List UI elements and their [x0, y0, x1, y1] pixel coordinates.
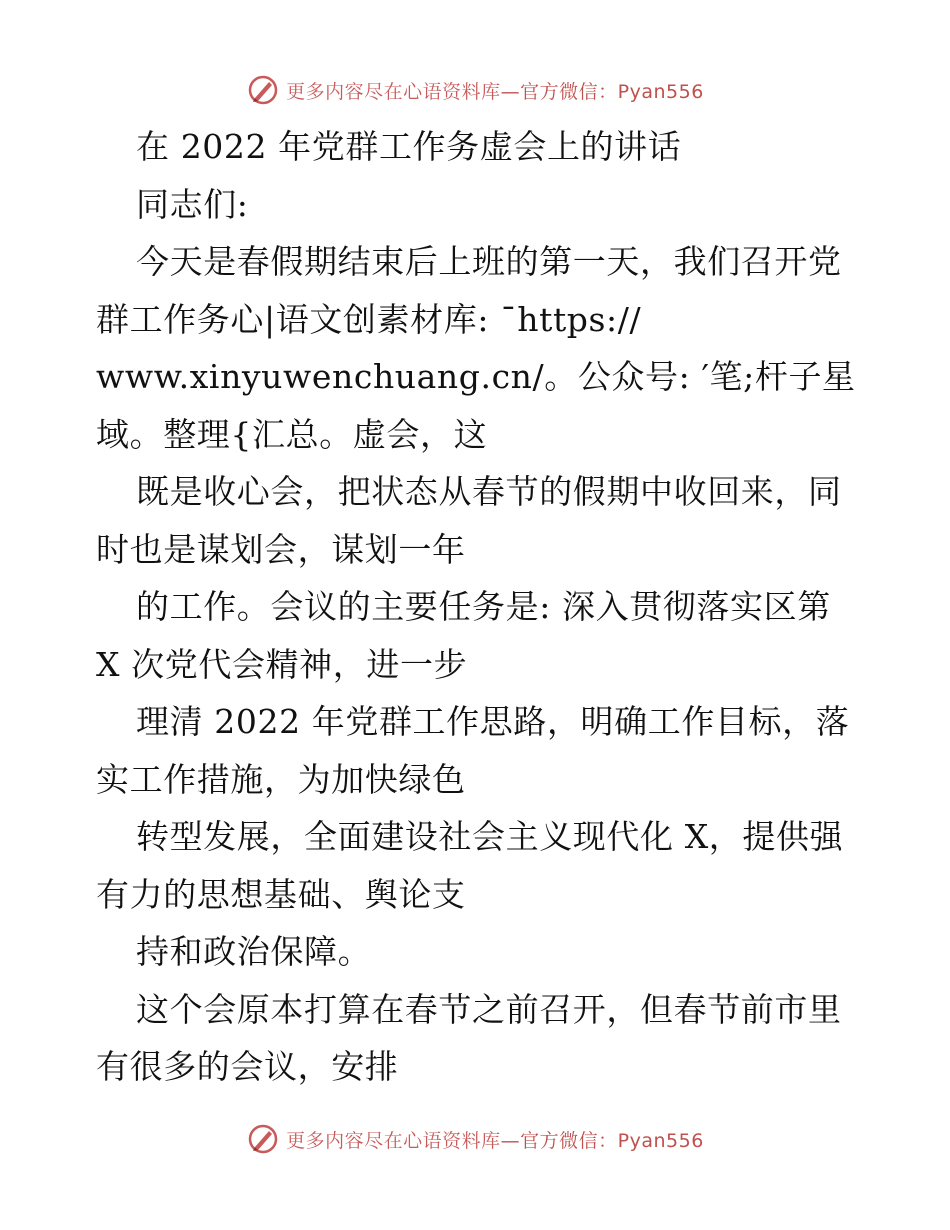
text-line: 域。整理{汇总。虚会，这: [96, 414, 488, 454]
watermark-main-text: 更多内容尽在心语资料库: [286, 80, 501, 103]
text-line: 既是收心会，把状态从春节的假期中收回来，同: [136, 472, 842, 511]
footer-watermark: [0, 1119, 950, 1159]
text-line: 持和政治保障。: [136, 932, 372, 971]
watermark-main-text: 更多内容尽在心语资料库: [286, 1129, 501, 1152]
text-line: 时也是谋划会，谋划一年: [96, 529, 466, 569]
text-line: 同志们:: [136, 184, 249, 224]
text-line: www.xinyuwenchuang.cn/。公众号: ′笔;杆子星: [96, 357, 856, 396]
text-line: 的工作。会议的主要任务是: 深入贯彻落实区第: [136, 587, 831, 626]
header-watermark: [0, 70, 950, 110]
pen-logo-icon: [246, 1122, 280, 1156]
watermark-sub-text: —官方微信：Pyan556: [500, 80, 704, 103]
text-line: 这个会原本打算在春节之前召开，但春节前市里: [136, 989, 842, 1029]
text-line: 有力的思想基础、舆论支: [96, 874, 466, 914]
document-body: [96, 118, 856, 1096]
text-line: 群工作务心|语文创素材库: ¯https://: [96, 299, 642, 339]
text-line: 理清 2022 年党群工作思路，明确工作目标，落: [136, 702, 850, 741]
text-line: 转型发展，全面建设社会主义现代化 X，提供强: [136, 817, 844, 856]
text-line: 在 2022 年党群工作务虚会上的讲话: [136, 127, 682, 166]
text-line: 实工作措施，为加快绿色: [96, 759, 466, 799]
text-line: 今天是春假期结束后上班的第一天，我们召开党: [136, 242, 842, 281]
text-line: 有很多的会议，安排: [96, 1047, 399, 1086]
pen-logo-icon: [246, 73, 280, 107]
watermark-sub-text: —官方微信：Pyan556: [500, 1129, 704, 1152]
text-line: X 次党代会精神，进一步: [96, 644, 468, 684]
